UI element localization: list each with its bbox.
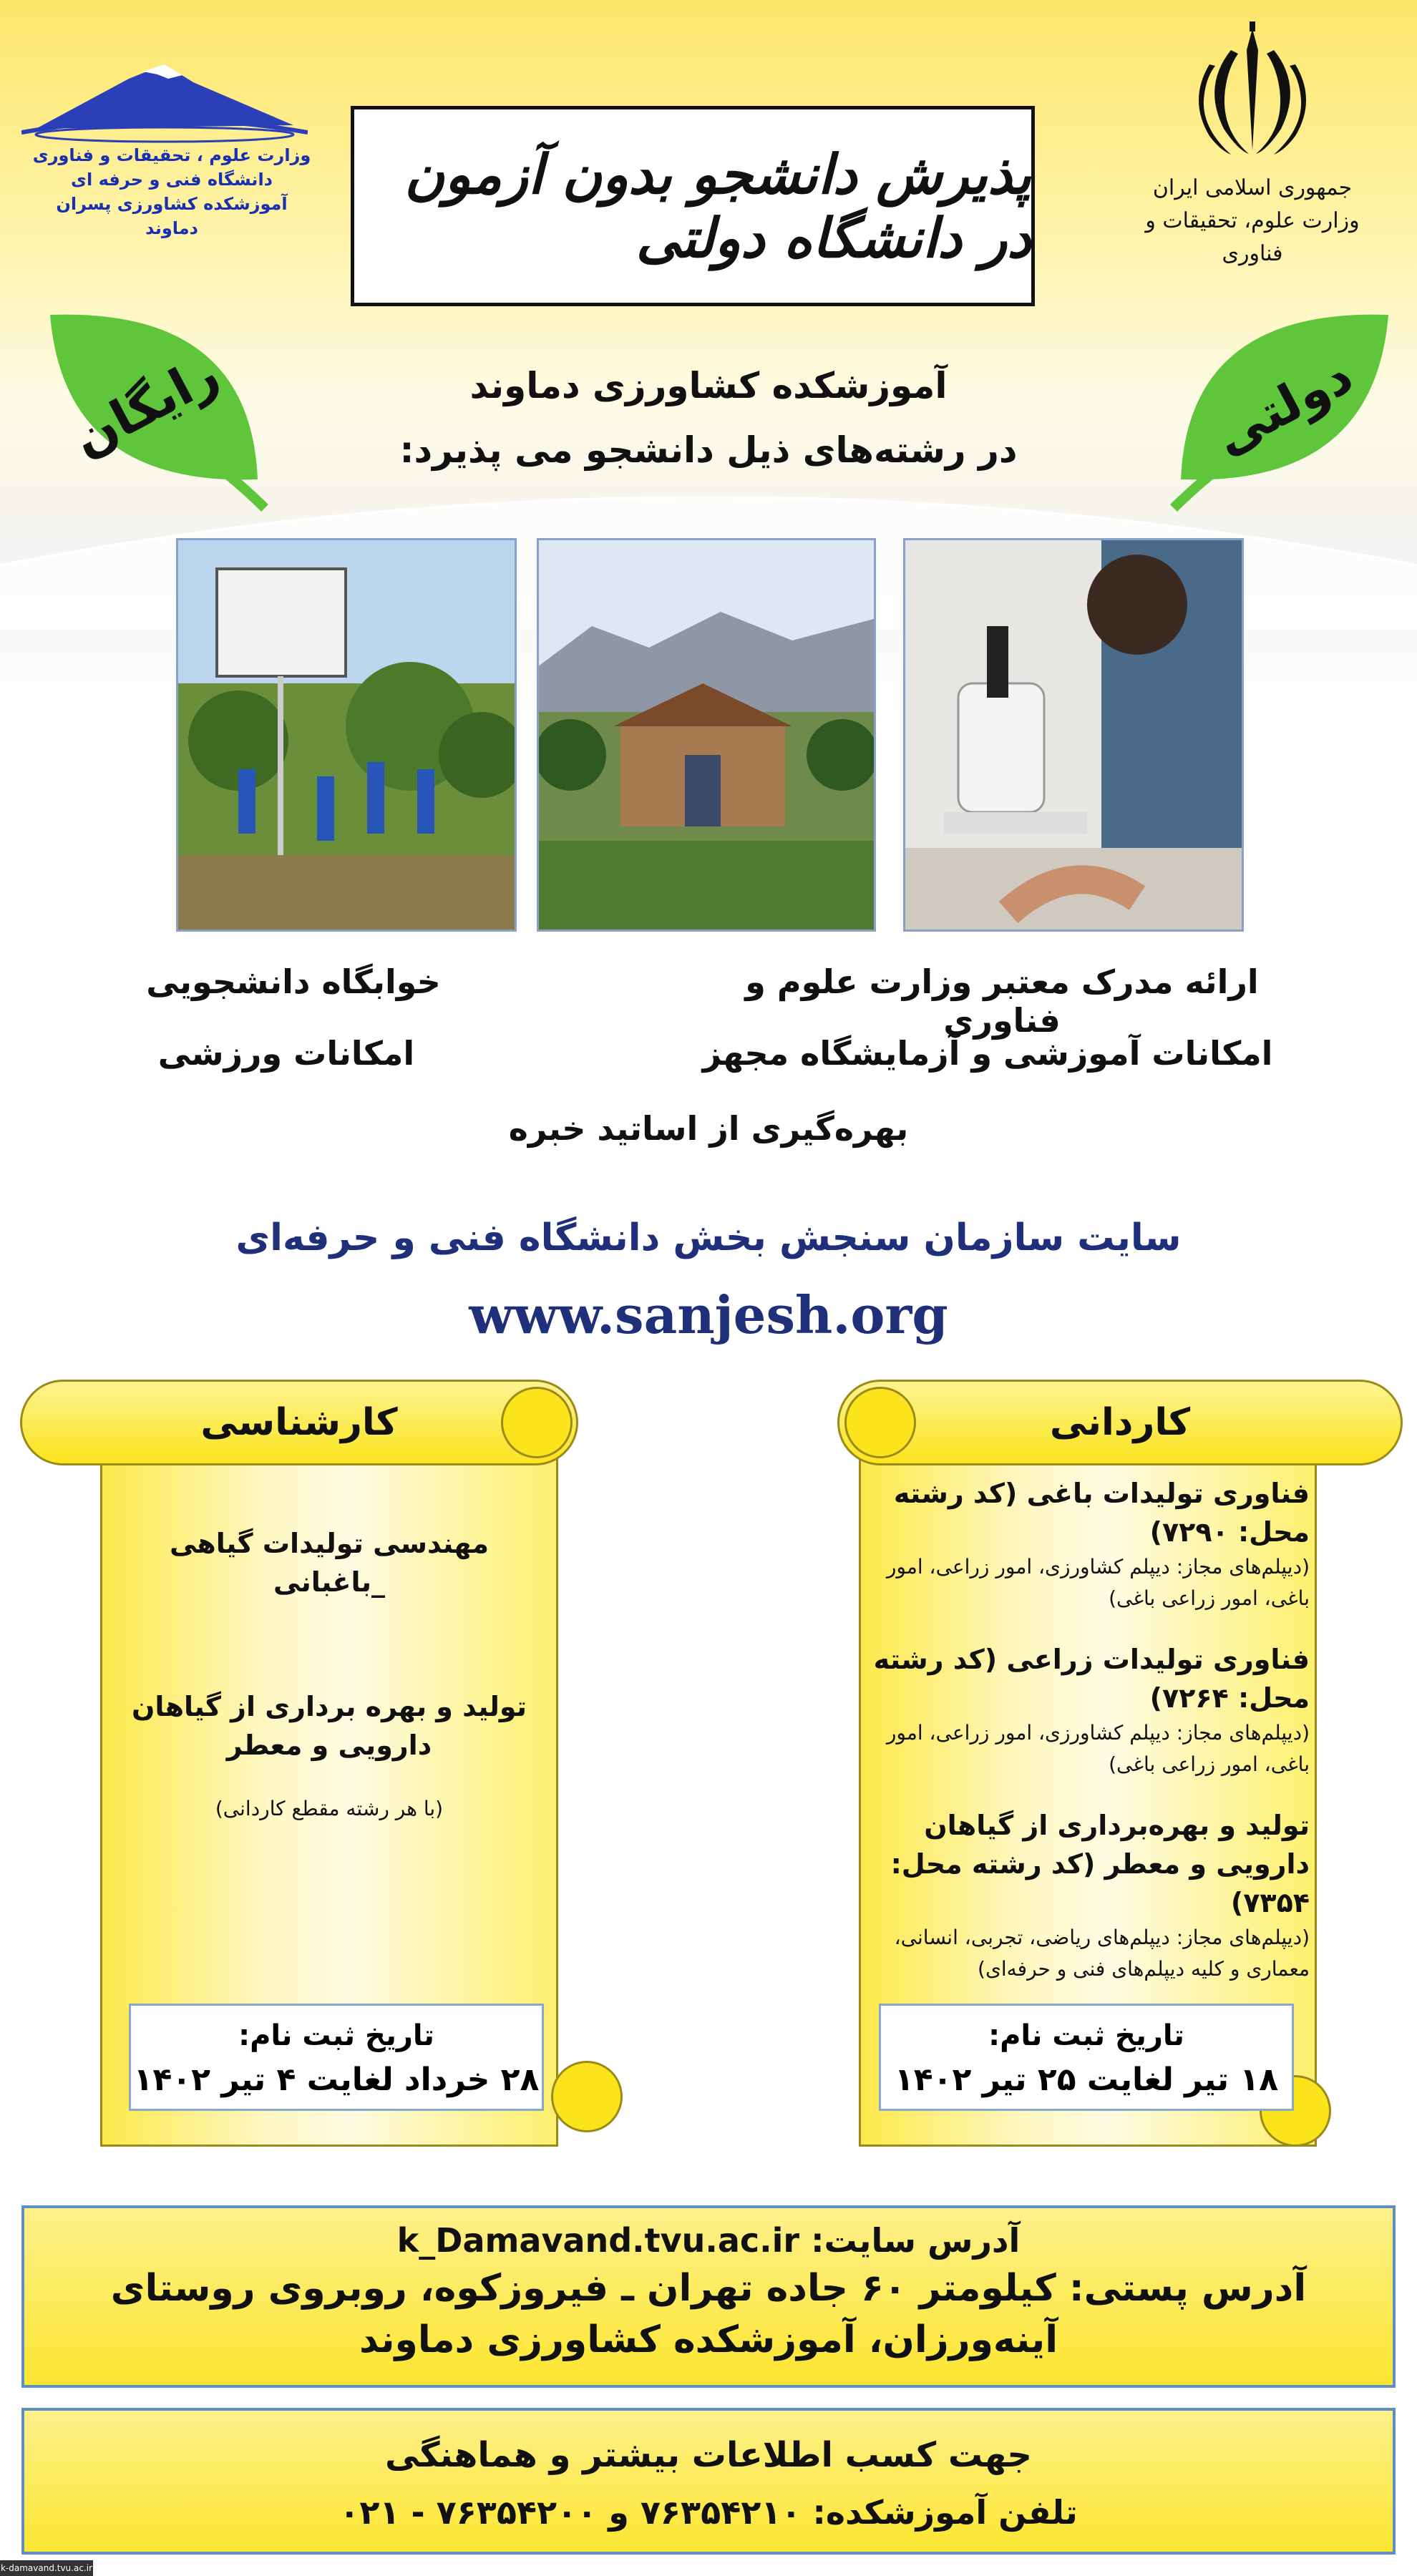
kardani-heading [837,1380,1403,1465]
page-title: پذیرش دانشجو بدون آزمون در دانشگاه دولتی [404,142,1031,270]
kardani-item-2-note: (دیپلم‌های مجاز: دیپلم کشاورزی، امور زراعی، امور باغی، امور زراعی باغی) [886,1721,1310,1776]
karshenasi-note: (با هر رشته مقطع کاردانی) [215,1797,444,1820]
leaf-icon [1159,301,1403,515]
feature-sports: امکانات ورزشی [157,1034,415,1073]
site-address-line [24,2218,1393,2263]
feature-certificate: ارائه مدرک معتبر وزارت علوم و فناوری [745,962,1259,1040]
iran-emblem [1181,21,1324,165]
corner-watermark: k-damavand.tvu.ac.ir [0,2560,93,2576]
scroll-curl-icon [551,2061,623,2132]
mountain-logo-icon [21,57,308,143]
kardani-item-1-title: فناوری تولیدات باغی (کد رشته محل: ۷۲۹۰) [893,1478,1310,1548]
subtitle-2: در رشته‌های ذیل دانشجو می پذیرد: [399,429,1018,471]
photo-building [537,538,876,932]
kardani-item-3-title: تولید و بهره‌برداری از گیاهان دارویی و معطر (کد رشته محل: ۷۳۵۴) [890,1810,1310,1918]
postal-address: آدرس پستی: کیلومتر ۶۰ جاده تهران ـ فیروزکوه، روبروی روستای آینه‌ورزان، آموزشکده کشاورزی دماوند [110,2267,1307,2361]
feature-professors: بهره‌گیری از اساتید خبره [508,1109,909,1148]
karshenasi-reg-label: تاریخ ثبت نام: [238,2019,434,2052]
site-address-url[interactable]: k_Damavand.tvu.ac.ir [396,2221,800,2260]
college-logo [21,57,308,143]
scroll-curl-icon [844,1387,916,1458]
contact-phone: تلفن آموزشکده: ۷۶۳۵۴۲۱۰ و ۷۶۳۵۴۲۰۰ - ۰۲۱ [339,2493,1078,2532]
kardani-item-3-note: (دیپلم‌های مجاز: دیپلم‌های ریاضی، تجربی، انسانی، معماری و کلیه دیپلم‌های فنی و حرفه‌ای) [894,1926,1310,1981]
kardani-reg-date: ۱۸ تیر لغایت ۲۵ تیر ۱۴۰۲ [894,2062,1279,2098]
kardani-reg-label: تاریخ ثبت نام: [988,2019,1184,2052]
title-box [351,106,1035,306]
leaf-state [1159,301,1403,515]
karshenasi-registration [129,2004,544,2111]
karshenasi-heading [20,1380,578,1465]
emblem-line1: جمهوری اسلامی ایران [1152,175,1353,200]
logo-caption [29,143,315,240]
scroll-curl-icon [501,1387,573,1458]
emblem-caption [1116,172,1388,270]
address-box [21,2205,1396,2388]
sanjesh-url[interactable]: www.sanjesh.org [469,1284,948,1345]
logo-line2: دانشگاه فنی و حرفه ای [71,170,273,190]
feature-labs: امکانات آموزشی و آزمایشگاه مجهز [702,1034,1273,1073]
leaf-free [36,301,279,515]
leaf-icon [36,301,279,515]
site-address-label: آدرس سایت: [811,2221,1021,2260]
leaf-left-label: رایگان [63,343,228,469]
kardani-item-2-title: فناوری تولیدات زراعی (کد رشته محل: ۷۲۶۴) [873,1644,1310,1714]
emblem-line2: وزارت علوم، تحقیقات و فناوری [1145,208,1360,266]
logo-line3: آموزشکده کشاورزی پسران دماوند [56,194,288,238]
logo-line1: وزارت علوم ، تحقیقات و فناوری [32,145,311,165]
sanjesh-label: سایت سازمان سنجش بخش دانشگاه فنی و حرفه‌ای [235,1216,1182,1259]
contact-heading: جهت کسب اطلاعات بیشتر و هماهنگی [385,2435,1032,2475]
karshenasi-item-1: مهندسی تولیدات گیاهی _باغبانی [169,1528,490,1598]
emblem-icon [1181,21,1324,165]
kardani-registration [879,2004,1294,2111]
karshenasi-item-2: تولید و بهره برداری از گیاهان دارویی و معطر [132,1691,527,1761]
karshenasi-reg-date: ۲۸ خرداد لغایت ۴ تیر ۱۴۰۲ [133,2062,540,2098]
feature-dormitory: خوابگاه دانشجویی [146,962,441,1001]
contact-box [21,2408,1396,2555]
photo-lab [903,538,1244,932]
karshenasi-list [122,1524,537,1825]
subtitle-1: آموزشکده کشاورزی دماوند [469,365,948,406]
leaf-right-label: دولتی [1204,346,1363,467]
kardani-list [866,1474,1310,1985]
photo-orchard [176,538,517,932]
kardani-heading-text: کاردانی [1049,1401,1191,1444]
kardani-item-1-note: (دیپلم‌های مجاز: دیپلم کشاورزی، امور زراعی، امور باغی، امور زراعی باغی) [886,1555,1310,1610]
karshenasi-heading-text: کارشناسی [200,1401,398,1444]
